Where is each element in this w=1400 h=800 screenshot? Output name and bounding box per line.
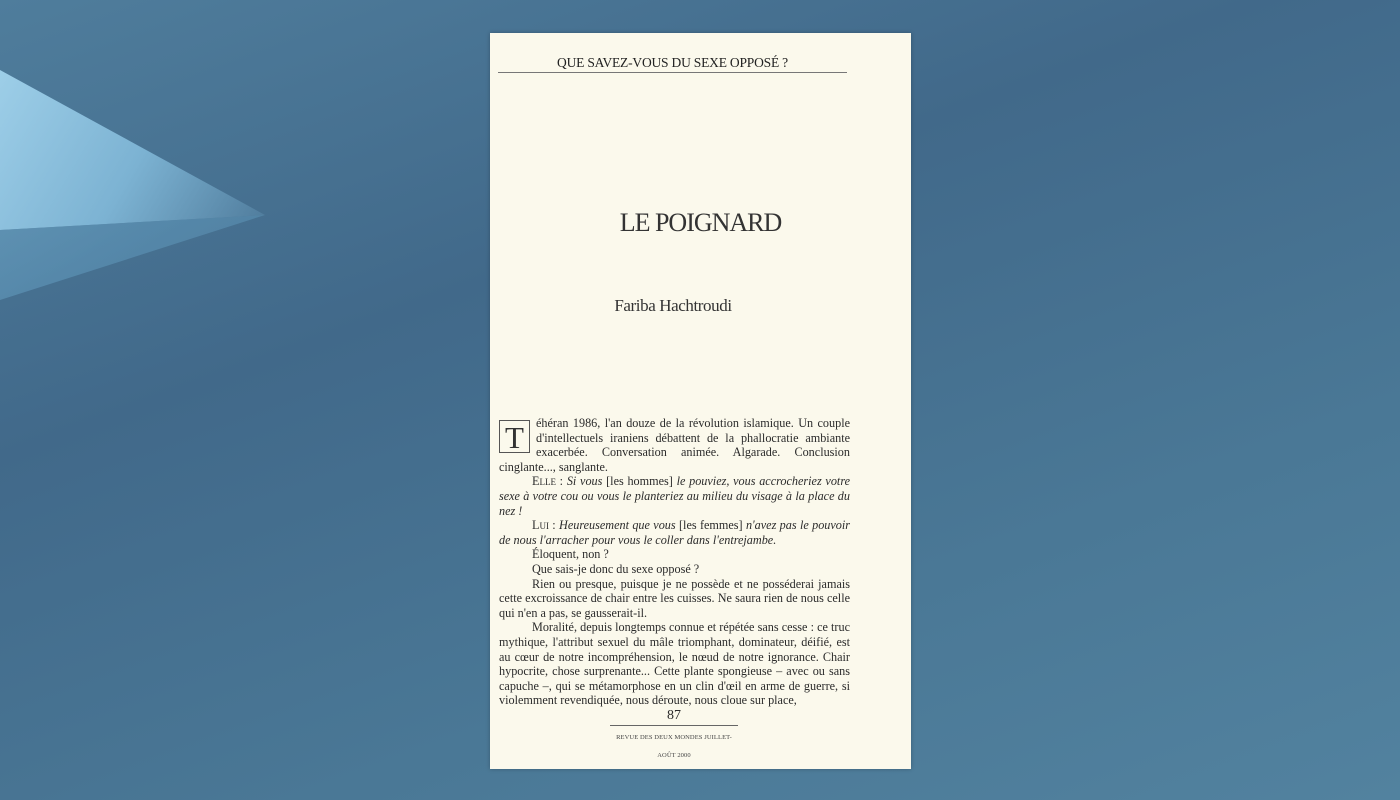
article-author: Fariba Hachtroudi — [614, 296, 732, 315]
article-title: LE POIGNARD — [619, 208, 782, 237]
paragraph-rien: Rien ou presque, puisque je ne possède et ne posséderai jamais cette excroissance de chair entre les cuisses. Ne saura rien de nous celle qui n'en a pas, se gausserait-il. — [499, 576, 850, 620]
paragraph-eloquent: Éloquent, non ? — [532, 547, 609, 562]
quote-elle-a: Si vous — [566, 474, 603, 489]
running-header: QUE SAVEZ-VOUS DU SEXE OPPOSÉ ? — [498, 55, 847, 73]
paragraph-intro-text: éhéran 1986, l'an douze de la révolution islamique. Un couple d'intellectuels iraniens débattent de la phallocratie ambiante exacerbée. Conversation animée. Algarade. Conclusion cinglante..., sanglante. — [499, 416, 850, 474]
page-number: 87 — [610, 708, 738, 726]
quote-lui-c: n'avez pas le pouvoir de nous l'arracher pour vous le coller dans l'entrejambe. — [499, 518, 851, 547]
speaker-lui: Lui : — [532, 518, 556, 533]
page-footer — [610, 708, 738, 762]
speaker-elle: Elle : — [532, 474, 564, 489]
article-body — [499, 416, 850, 708]
paragraph-que-sais-je: Que sais-je donc du sexe opposé ? — [532, 561, 700, 576]
paragraph-lui — [499, 518, 850, 547]
quote-elle-bracket: [les hommes] — [606, 474, 673, 489]
drop-cap: T — [499, 420, 530, 453]
paragraph-elle — [499, 474, 850, 518]
quote-elle-c: le pouviez, vous accrocheriez votre sexe à votre cou ou vous le planteriez au milieu du visage à la place du nez ! — [499, 474, 851, 518]
document-page — [490, 33, 911, 769]
quote-lui-bracket: [les femmes] — [679, 518, 743, 533]
paragraph-intro — [499, 416, 850, 474]
journal-reference: REVUE DES DEUX MONDES JUILLET-AOÛT 2000 — [616, 734, 732, 759]
quote-lui-a: Heureusement que vous — [559, 518, 676, 533]
paragraph-moralite: Moralité, depuis longtemps connue et répétée sans cesse : ce truc mythique, l'attribut sexuel du mâle triomphant, dominateur, déifié, est au cœur de notre incompréhension, le nœud de notre ignorance. Chair hypocrite, chose surprenante... Cette plante spongieuse – avec ou sans capuche –, qui se métamorphose en un clin d'œil en arme de guerre, si violemment revendiquée, nous déroute, nous cloue sur place, — [499, 620, 850, 708]
